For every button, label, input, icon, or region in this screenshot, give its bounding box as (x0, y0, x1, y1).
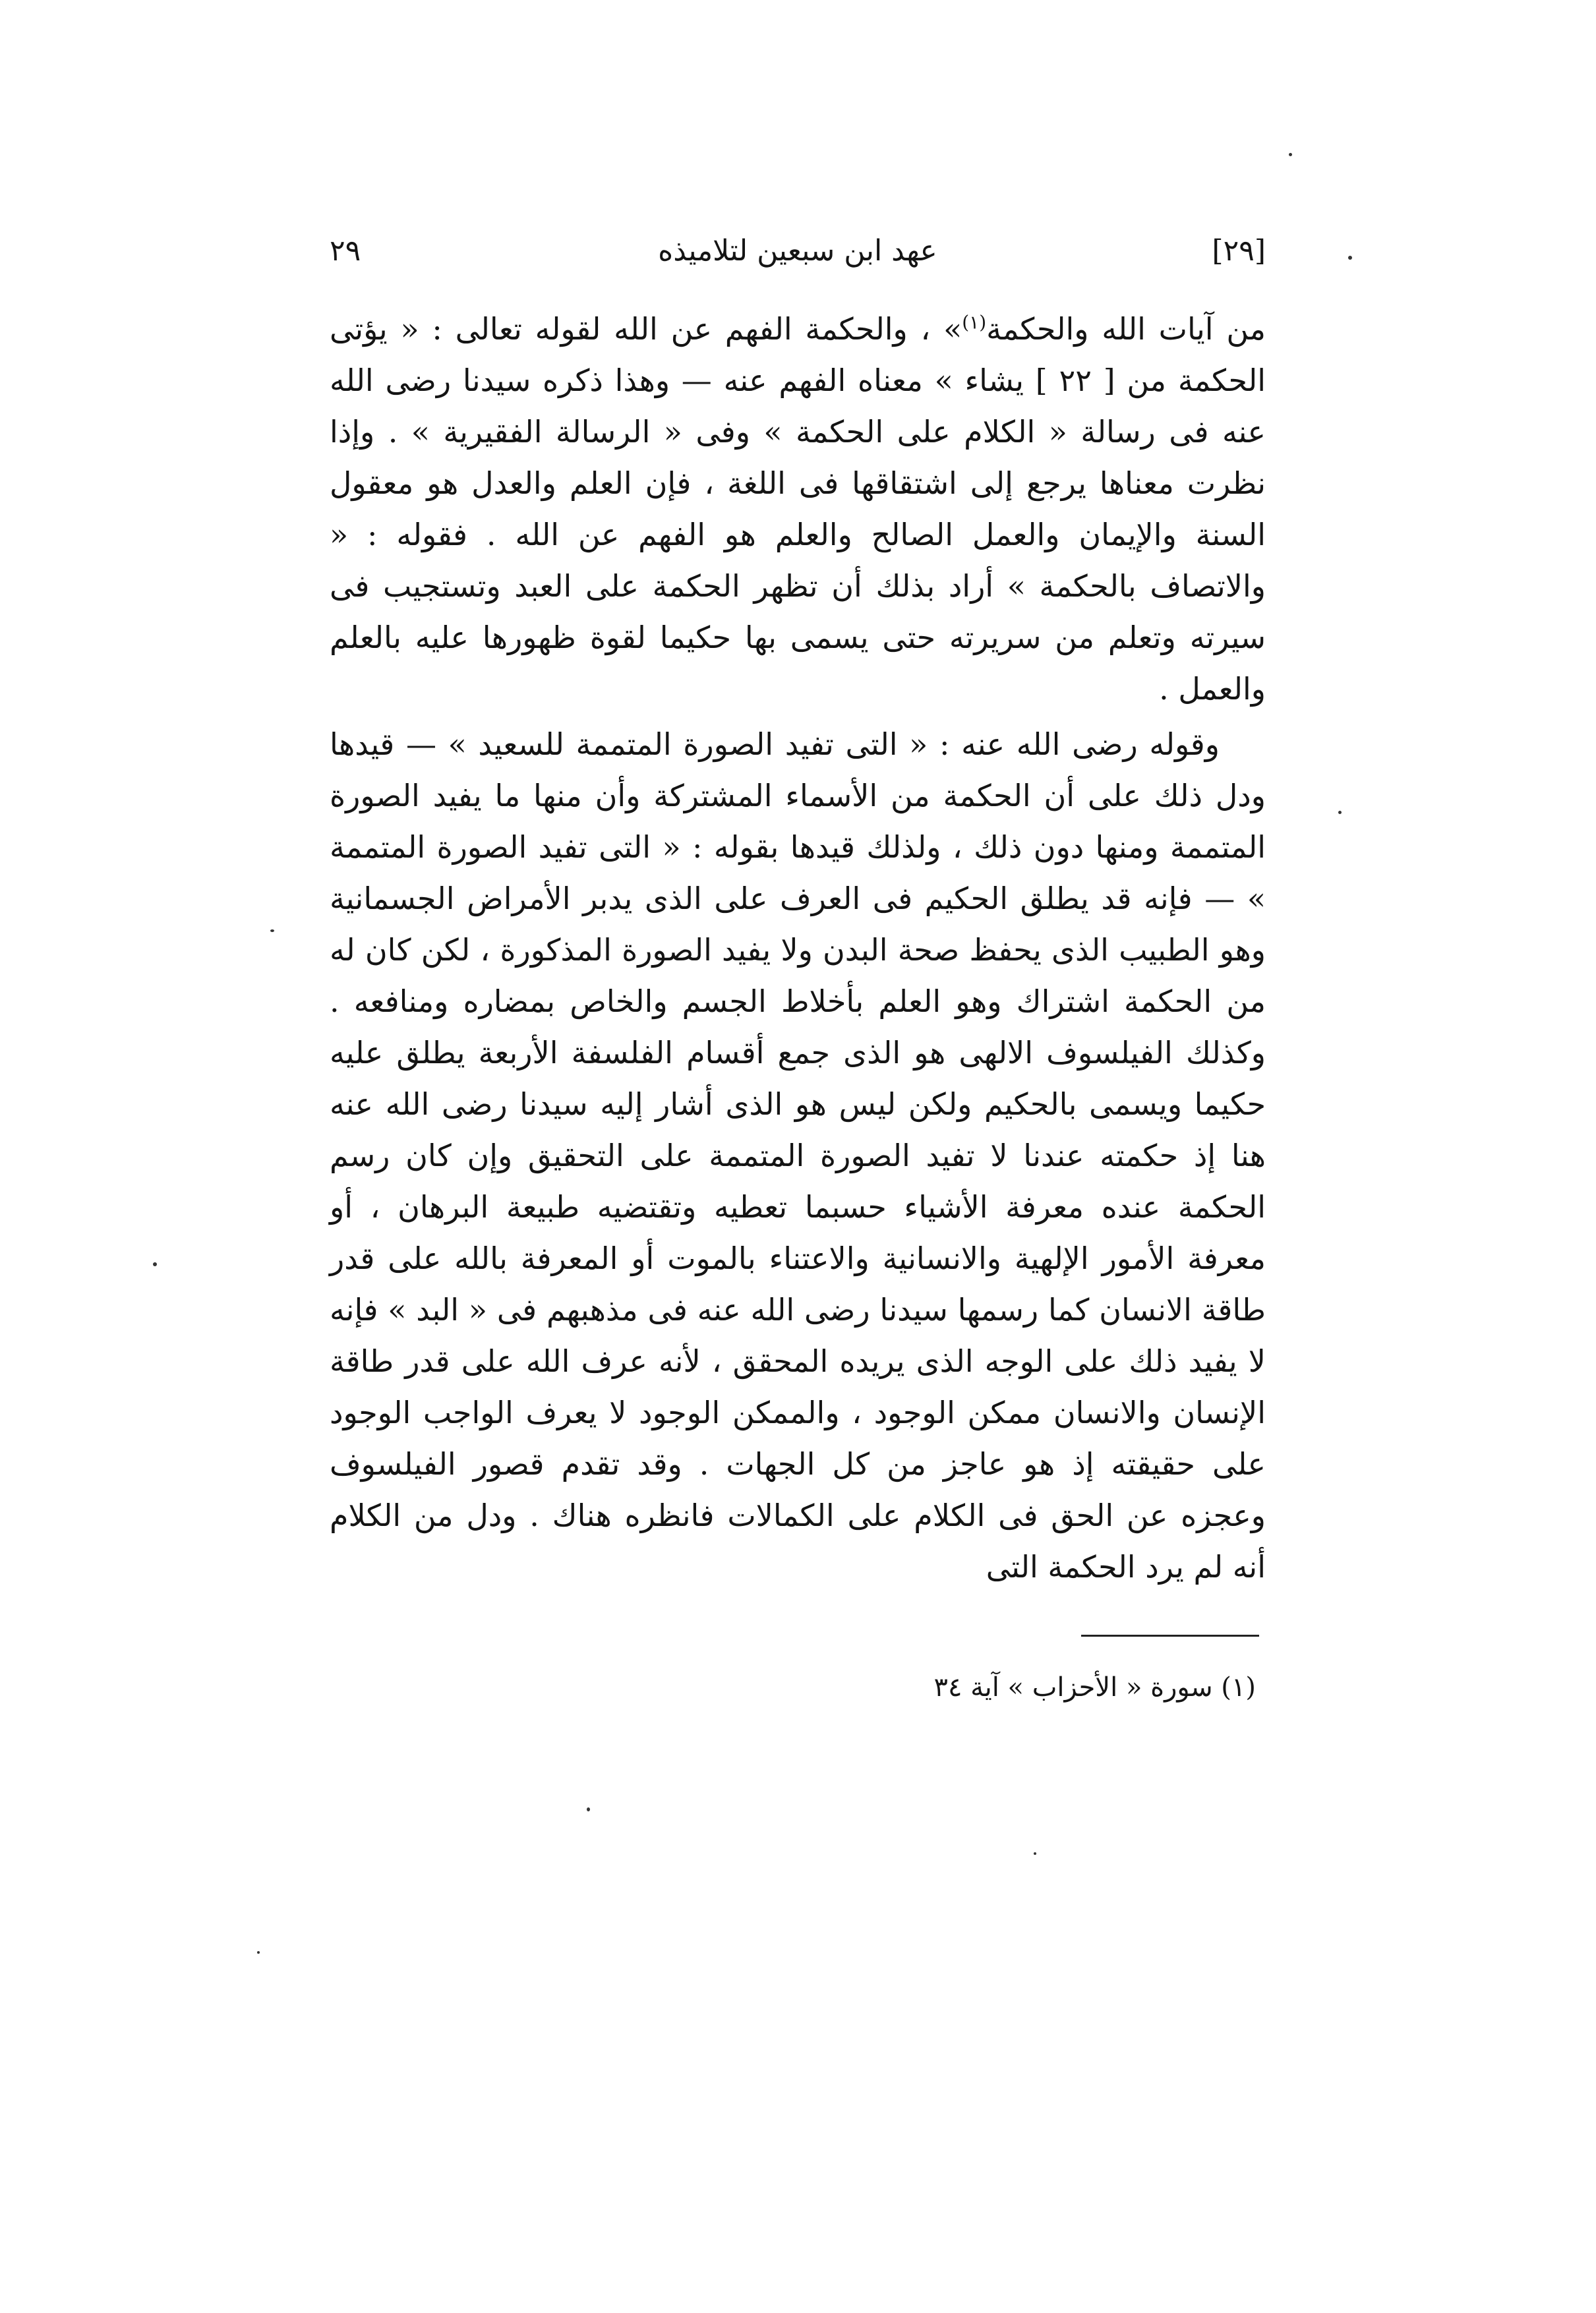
scan-speck (1034, 1852, 1036, 1855)
footnote-reference: (١) (962, 311, 987, 334)
scan-speck (153, 1262, 157, 1266)
scan-speck (1289, 153, 1292, 156)
page-number-left: ٢٩ (330, 234, 361, 268)
scan-speck (1338, 811, 1342, 814)
running-title: عهد ابن سبعين لتلاميذه (658, 234, 937, 268)
paragraph-1 (330, 303, 1266, 715)
scan-speck (1348, 256, 1352, 260)
main-text (330, 303, 1266, 1593)
footnote-separator (1081, 1635, 1259, 1637)
paragraph-2: وقوله رضى الله عنه : « التى تفيد الصورة المتممة للسعيد » — قيدها ودل ذلك على أن الحكمة من الأسماء المشتركة وأن منها ما يفيد الصورة المتممة ومنها دون ذلك ، ولذلك قيدها بقوله : « التى تفيد الصورة المتممة » — فإنه قد يطلق الحكيم فى العرف على الذى يدبر الأمراض الجسمانية وهو الطبيب الذى يحفظ صحة البدن ولا يفيد الصورة المذكورة ، لكن كان له من الحكمة اشتراك وهو العلم بأخلاط الجسم والخاص بمضاره ومنافعه . وكذلك الفيلسوف الالهى هو الذى جمع أقسام الفلسفة الأربعة يطلق عليه حكيما ويسمى بالحكيم ولكن ليس هو الذى أشار إليه سيدنا رضى الله عنه هنا إذ حكمته عندنا لا تفيد الصورة المتممة على التحقيق وإن كان رسم الحكمة عنده معرفة الأشياء حسبما تعطيه وتقتضيه طبيعة البرهان ، أو معرفة الأمور الإلهية والانسانية والاعتناء بالموت أو المعرفة بالله على قدر طاقة الانسان كما رسمها سيدنا رضى الله عنه فى مذهبهم فى « البد » فإنه لا يفيد ذلك على الوجه الذى يريده المحقق ، لأنه عرف الله على قدر طاقة الإنسان والانسان ممكن الوجود ، والممكن الوجود لا يعرف الواجب الوجود على حقيقته إذ هو عاجز من كل الجهات . وقد تقدم قصور الفيلسوف وعجزه عن الحق فى الكلام على الكمالات فانظره هناك . ودل من الكلام أنه لم يرد الحكمة التى (330, 726, 1266, 1585)
scan-speck (587, 1807, 590, 1811)
paragraph-1-start: من آيات الله والحكمة (986, 311, 1266, 347)
paragraph-1-rest: » ، والحكمة الفهم عن الله لقوله تعالى : « يؤتى الحكمة من [ ٢٢ ] يشاء » معناه الفهم عنه — وهذا ذكره سيدنا رضى الله عنه فى رسالة « الكلام على الحكمة » وفى « الرسالة الفقيرية » . وإذا نظرت معناها يرجع إلى اشتقاقها فى اللغة ، فإن العلم والعدل هو معقول السنة والإيمان والعمل الصالح والعلم هو الفهم عن الله . فقوله : « والاتصاف بالحكمة » أراد بذلك أن تظهر الحكمة على العبد وتستجيب فى سيرته وتعلم من سريرته حتى يسمى بها حكيما لقوة ظهورها عليه بالعلم والعمل . (330, 311, 1266, 707)
running-header (330, 234, 1266, 280)
footnote: (١) سورة « الأحزاب » آية ٣٤ (933, 1672, 1256, 1703)
scan-speck (257, 1951, 260, 1954)
scan-speck (270, 929, 274, 932)
page-number-bracketed: [٢٩] (1212, 234, 1266, 268)
